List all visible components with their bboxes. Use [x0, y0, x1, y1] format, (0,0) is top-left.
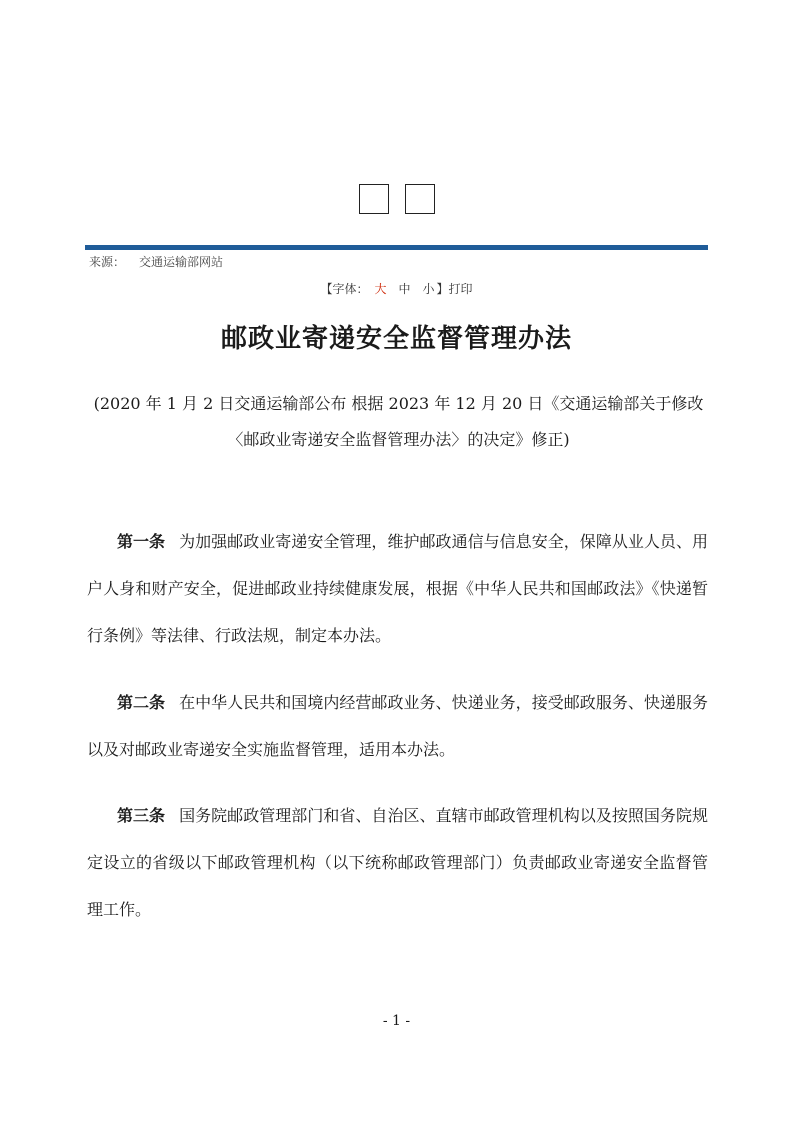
source-line	[89, 253, 223, 270]
font-size-bar	[0, 280, 793, 297]
article-label: 第二条	[117, 693, 166, 712]
font-medium-link[interactable]: 中	[398, 282, 411, 296]
print-link[interactable]: 打印	[448, 282, 473, 296]
font-size-prefix: 【字体：	[320, 282, 369, 296]
source-value: 交通运输部网站	[139, 255, 224, 269]
missing-glyph-box	[359, 184, 389, 214]
article-label: 第一条	[117, 532, 166, 551]
font-large-link[interactable]: 大	[374, 282, 387, 296]
article-label: 第三条	[117, 806, 166, 825]
font-size-suffix: 】	[436, 282, 449, 296]
article-text: 国务院邮政管理部门和省、自治区、直辖市邮政管理机构以及按照国务院规定设立的省级以下邮政管理机构（以下统称邮政管理部门）负责邮政业寄递安全监督管理工作。	[87, 806, 708, 919]
article-text: 为加强邮政业寄递安全管理，维护邮政通信与信息安全，保障从业人员、用户人身和财产安全，促进邮政业持续健康发展，根据《中华人民共和国邮政法》《快递暂行条例》等法律、行政法规，制定本办法。	[87, 532, 708, 645]
font-small-link[interactable]: 小	[422, 282, 435, 296]
article-1	[87, 518, 708, 659]
article-text: 在中华人民共和国境内经营邮政业务、快递业务，接受邮政服务、快递服务以及对邮政业寄递安全实施监督管理，适用本办法。	[87, 693, 708, 759]
article-3	[87, 792, 708, 933]
source-label: 来源：	[89, 255, 126, 269]
article-2	[87, 679, 708, 773]
document-title: 邮政业寄递安全监督管理办法	[220, 324, 572, 354]
placeholder-glyphs	[0, 184, 793, 214]
missing-glyph-box	[405, 184, 435, 214]
page-number: - 1 -	[382, 1013, 411, 1029]
header-rule	[85, 245, 708, 250]
revision-note: (2020 年 1 月 2 日交通运输部公布 根据 2023 年 12 月 20 日《交通运输部关于修改〈邮政业寄递安全监督管理办法〉的决定》修正)	[93, 394, 704, 449]
